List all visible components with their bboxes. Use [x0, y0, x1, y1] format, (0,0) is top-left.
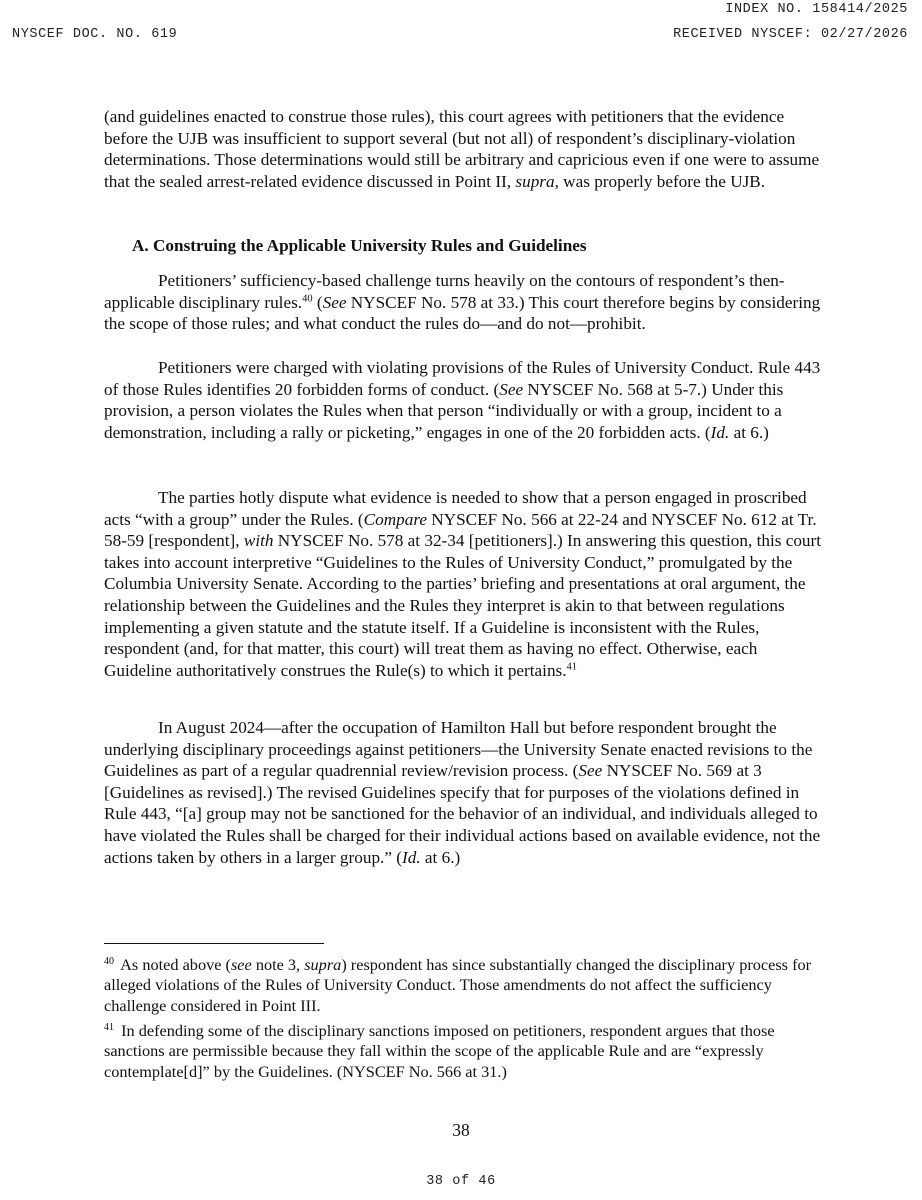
doc-number: NYSCEF DOC. NO. 619 — [12, 27, 178, 42]
index-number: INDEX NO. 158414/2025 — [725, 2, 908, 17]
paragraph-2: Petitioners’ sufficiency-based challenge turns heavily on the contours of respondent’s then-applicable disciplinary rules.$^{40}$ (See NYSCEF No. 578 at 33.) This court therefore begins by considering the scope of those rules; and what conduct the rules do—and do not—prohibit. — [104, 271, 821, 334]
footnote-41: $^{41}$ In defending some of the disciplinary sanctions imposed on petitioners, respondent argues that those sanctions are permissible because they fall within the scope of the applicable Rule and are “expressly contemplate[d]” by the Guidelines. (NYSCEF No. 566 at 31.) — [104, 1021, 775, 1081]
footnote-divider — [104, 943, 324, 944]
footnote-ref-40: 40 — [302, 292, 313, 304]
footnote-40: $^{40}$ As noted above (see note 3, supra) respondent has since substantially changed the disciplinary process for alleged violations of the Rules of University Conduct. Those amendments do not affect the sufficiency challenge considered in Point III. — [104, 955, 812, 1015]
paragraph-1: (and guidelines enacted to construe those rules), this court agrees with petitioners that the evidence before the UJB was insufficient to support several (but not all) of respondent’s disciplinary-violation determinations. Those determinations would still be arbitrary and capricious even if one were to assume that the sealed arrest-related evidence discussed in Point II, supra, was properly before the UJB. — [104, 107, 820, 191]
paragraph-3: Petitioners were charged with violating provisions of the Rules of University Conduct. Rule 443 of those Rules identifies 20 forbidden forms of conduct. (See NYSCEF No. 568 at 5-7.) Under this provision, a person violates the Rules when that person “individually or with a group, incident to a demonstration, including a rally or picketing,” engages in one of the 20 forbidden acts. (Id. at 6.) — [104, 358, 821, 442]
received-date: RECEIVED NYSCEF: 02/27/2026 — [673, 27, 908, 42]
paragraph-5: In August 2024—after the occupation of Hamilton Hall but before respondent brought the underlying disciplinary proceedings against petitioners—the University Senate enacted revisions to the Guidelines as part of a regular quadrennial review/revision process. (See NYSCEF No. 569 at 3 [Guidelines as revised].) The revised Guidelines specify that for purposes of the violations defined in Rule 443, “[a] group may not be sanctioned for the behavior of an individual, and individuals alleged to have violated the Rules shall be charged for their individual actions based on available evidence, not the actions taken by others in a larger group.” (Id. at 6.) — [104, 718, 821, 867]
section-heading: A. Construing the Applicable University Rules and Guidelines — [132, 236, 587, 255]
page-count: 38 of 46 — [426, 1174, 496, 1189]
footnote-ref-41: 41 — [566, 661, 578, 673]
page-number: 38 — [452, 1120, 470, 1140]
paragraph-4: The parties hotly dispute what evidence is needed to show that a person engaged in proscribed acts “with a group” under the Rules. (Compare NYSCEF No. 566 at 22-24 and NYSCEF No. 612 at Tr. 58-59 [respondent], with NYSCEF No. 578 at 32-34 [petitioners].) In answering this question, this court takes into account interpretive “Guidelines to the Rules of University Conduct,” promulgated by the Columbia University Senate. According to the parties’ briefing and presentations at oral argument, the relationship between the Guidelines and the Rules they interpret is akin to that between regulations implementing a given statute and the statute itself. If a Guideline is inconsistent with the Rules, respondent (and, for that matter, this court) will treat them as having no effect. Otherwise, each Guideline authoritatively construes the Rule(s) to which it pertains.$^{41}$ — [104, 488, 822, 680]
